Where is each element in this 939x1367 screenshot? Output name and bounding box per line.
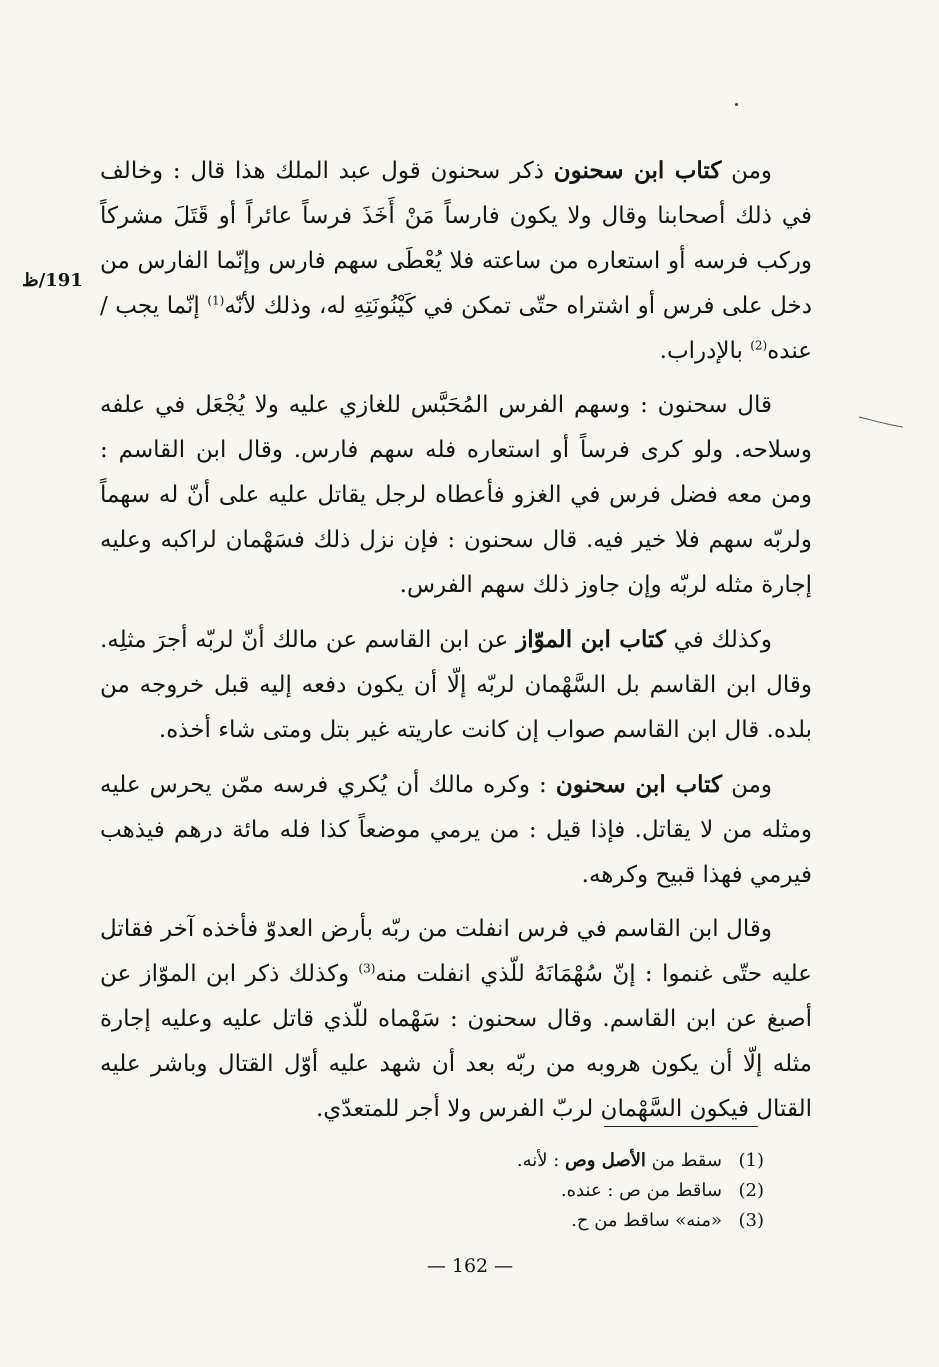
source-title: كتاب ابن سحنون bbox=[553, 157, 722, 184]
text-run: : لأنه. bbox=[516, 1150, 566, 1171]
footnote-text: «منه» ساقط من ح. bbox=[571, 1210, 722, 1231]
text-run: وقال ابن القاسم في فرس انفلت من ربّه بأرض العدوّ فأخذه آخر فقاتل عليه حتّى غنموا : إنّ سُهْمَانَهُ للّذي انفلت منه bbox=[100, 916, 812, 987]
paragraph-3 bbox=[100, 617, 812, 753]
footnote-text bbox=[420, 1146, 722, 1176]
margin-stroke bbox=[858, 414, 904, 430]
page-number: — 162 — bbox=[426, 1255, 514, 1277]
footnote-item bbox=[420, 1146, 764, 1176]
source-title: كتاب ابن الموّاز bbox=[516, 626, 666, 653]
footnote-ref: (1) bbox=[207, 293, 225, 308]
footnote-separator bbox=[604, 1126, 758, 1127]
paragraph-2 bbox=[100, 383, 812, 608]
text-run: ومن bbox=[722, 772, 772, 798]
footnote-item bbox=[420, 1176, 764, 1206]
footnotes bbox=[420, 1146, 764, 1236]
text-run: إنّما يجب / عنده bbox=[100, 293, 812, 364]
source-title: كتاب ابن سحنون bbox=[555, 771, 723, 798]
footnote-item bbox=[420, 1206, 764, 1236]
paragraph-1 bbox=[100, 148, 812, 374]
text-run: عن ابن القاسم عن مالك أنّ لربّه أجرَ مثلِه. وقال ابن القاسم بل السَّهْمان لربّه إلّا أن يكون دفعه إليه قبل خروجه من بلده. قال ابن القاسم صواب إن كانت عاريته غير بتل ومتى شاء أخذه. bbox=[100, 627, 812, 743]
text-run: سقط من bbox=[645, 1150, 722, 1171]
footnote-ref: (2) bbox=[750, 338, 768, 353]
footnote-number: (2) bbox=[738, 1180, 764, 1201]
margin-folio-note: 191/ظ bbox=[22, 270, 83, 291]
text-run: قال سحنون : وسهم الفرس المُحَبَّس للغازي عليه ولا يُجْعَل في علفه وسلاحه. ولو كرى فرساً أو استعاره فله سهم فارس. وقال ابن القاسم : ومن معه فضل فرس في الغزو فأعطاه لرجل يقاتل عليه على أنّ له سهماً ولربّه سهم فلا خير فيه. قال سحنون : فإن نزل ذلك فسَهْمان لراكبه وعليه إجارة مثله لربّه وإن جاوز ذلك سهم الفرس. bbox=[100, 392, 812, 598]
footnote-number: (3) bbox=[738, 1210, 764, 1231]
text-run: وكذلك في bbox=[665, 627, 772, 653]
text-run: ذكر سحنون قول عبد الملك هذا قال : وخالف في ذلك أصحابنا وقال ولا يكون فارساً مَنْ أَخَذَ فرساً عائراً أو قَتَلَ مشركاً وركب فرسه أو استعاره من ساعته فلا يُعْطَى سهم فارس وإنّما الفارس من دخل على فرس أو اشتراه حتّى تمكن في كَيْنُونَتِهِ له، وذلك لأنّه bbox=[100, 158, 812, 319]
text-run: ومن bbox=[721, 158, 773, 184]
text-run: وكذلك ذكر ابن الموّاز عن أصبغ عن ابن القاسم. وقال سحنون : سَهْماه للّذي قاتل عليه وعليه إجارة مثله إلّا أن يكون هروبه من ربّه بعد أن شهد عليه أوّل القتال وباشر عليه القتال فيكون السَّهْمان لربّ الفرس ولا أجر للمتعدّي. bbox=[100, 961, 812, 1122]
footnote-number: (1) bbox=[738, 1150, 764, 1171]
paragraph-5 bbox=[100, 907, 812, 1132]
footnote-ref: (3) bbox=[358, 961, 376, 976]
text-run: بالإدراب. bbox=[659, 338, 751, 364]
main-text bbox=[100, 148, 812, 1132]
manuscript-siglum: الأصل وص bbox=[565, 1150, 646, 1171]
speck-mark bbox=[735, 103, 738, 106]
footnote-text: ساقط من ص : عنده. bbox=[560, 1180, 722, 1201]
text-run: : وكره مالك أن يُكري فرسه ممّن يحرس عليه ومثله من لا يقاتل. فإذا قيل : من يرمي موضعاً كذا فله مائة درهم فيذهب فيرمي فهذا قبيح وكرهه. bbox=[100, 772, 812, 888]
paragraph-4 bbox=[100, 762, 812, 898]
